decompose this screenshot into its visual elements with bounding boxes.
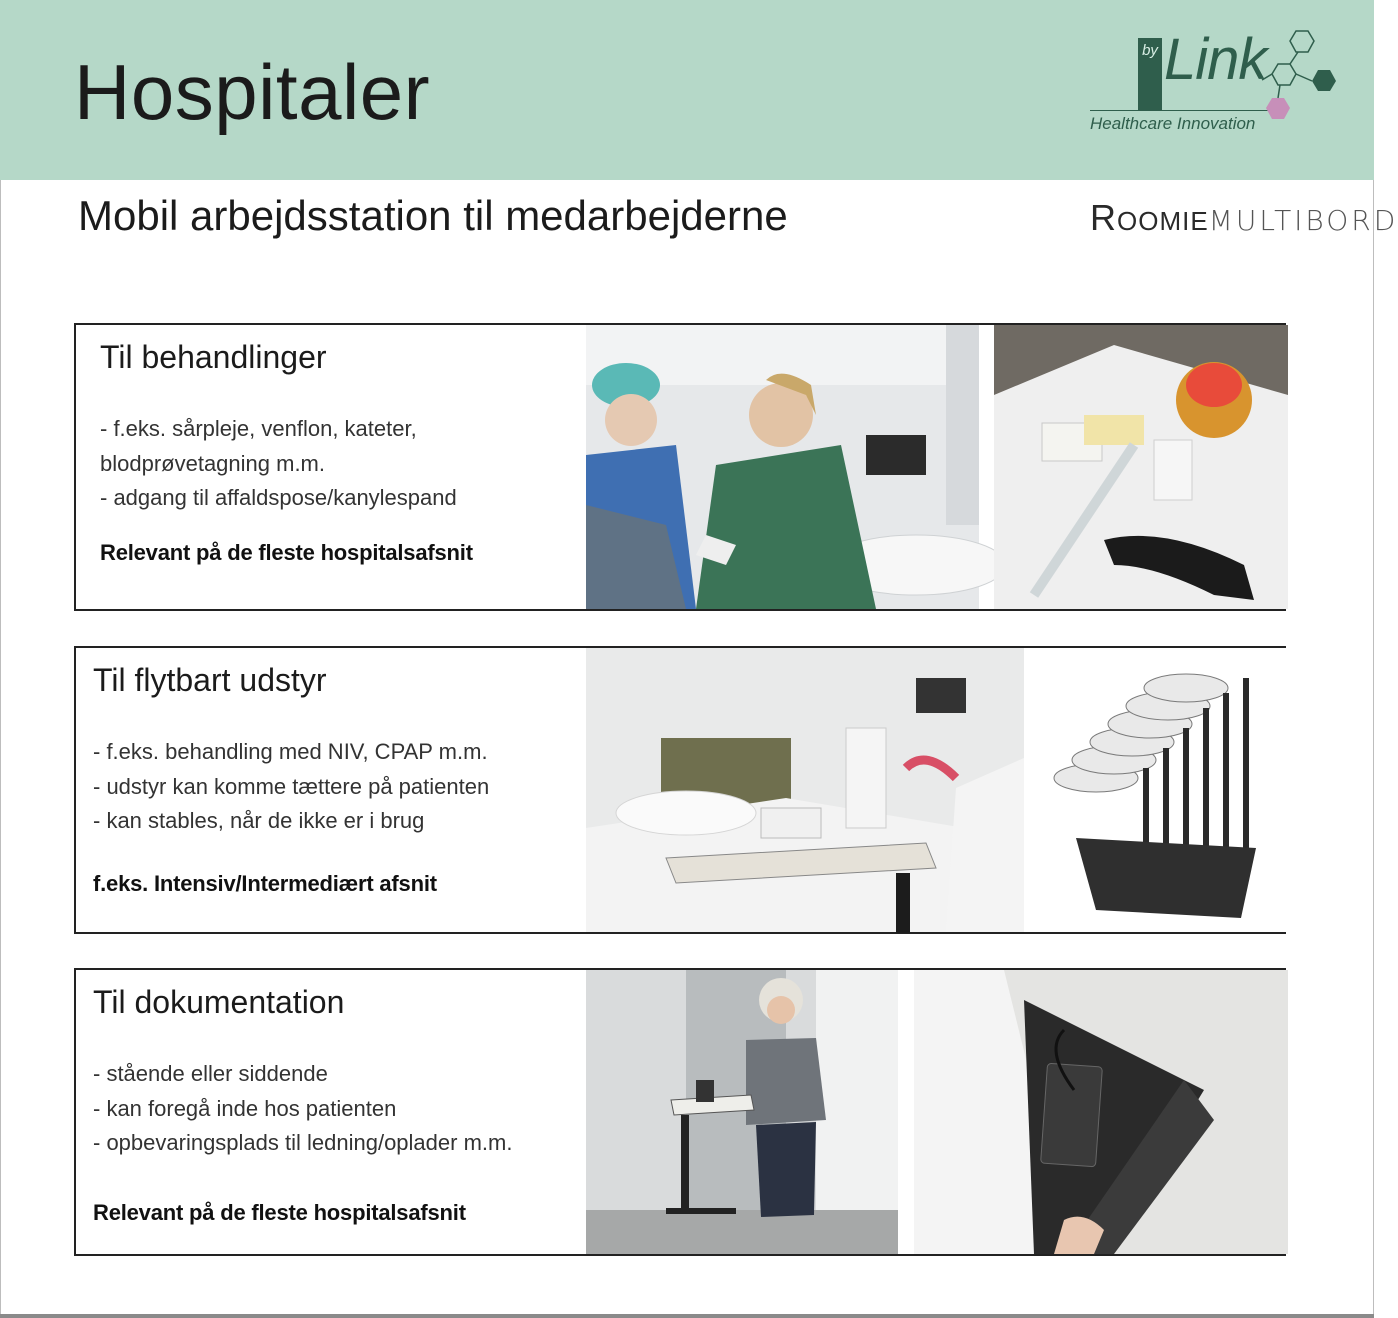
bullet-item: - kan foregå inde hos patienten xyxy=(93,1095,397,1121)
bottom-border xyxy=(0,1314,1374,1318)
section-note: Relevant på de fleste hospitalsafsnit xyxy=(93,1200,466,1225)
bullet-item: - udstyr kan komme tættere på patienten xyxy=(93,773,490,799)
section-documentation xyxy=(74,968,1286,1256)
bullet-item: - f.eks. sårpleje, venflon, kateter, xyxy=(100,416,417,441)
logo-underline xyxy=(1090,110,1270,111)
section-bullets xyxy=(93,735,489,839)
photo-charger-storage xyxy=(914,970,1288,1254)
bullet-item: - kan stables, når de ikke er i brug xyxy=(93,808,425,833)
section-note: f.eks. Intensiv/Intermediært afsnit xyxy=(93,871,437,896)
section-mobile-equipment xyxy=(74,646,1286,934)
section-title: Til flytbart udstyr xyxy=(93,662,327,698)
logo-tagline: Healthcare Innovation xyxy=(1090,114,1256,133)
photo-stacked-tables xyxy=(1026,648,1288,932)
page-title: Hospitaler xyxy=(74,48,431,136)
bullet-item: - opbevaringsplads til ledning/oplader m.m. xyxy=(93,1130,513,1155)
brand-roomie: OOMIE xyxy=(1117,206,1209,236)
photo-nurse-treatment xyxy=(586,325,979,609)
logo-name: Link xyxy=(1164,27,1267,92)
roomie-multibord-brand xyxy=(1090,196,1398,243)
logo-by-text: by xyxy=(1142,42,1158,59)
header-band xyxy=(0,0,1374,180)
photo-bed-equipment xyxy=(586,648,1024,932)
section-title: Til behandlinger xyxy=(100,339,327,375)
photo-table-supplies xyxy=(994,325,1288,609)
section-note: Relevant på de fleste hospitalsafsnit xyxy=(100,540,473,565)
section-bullets xyxy=(93,1057,512,1161)
brand-multibord: MULTIBORD xyxy=(1208,204,1398,237)
page-subtitle: Mobil arbejdsstation til medarbejderne xyxy=(78,192,788,239)
hexagon-molecule-icon xyxy=(1258,28,1348,128)
bullet-item: - f.eks. behandling med NIV, CPAP m.m. xyxy=(93,739,488,764)
brand-initial: R xyxy=(1090,197,1117,238)
bullet-item: - stående eller siddende xyxy=(93,1061,328,1086)
bylink-logo xyxy=(1088,28,1348,140)
photo-nurse-standing-desk xyxy=(586,970,898,1254)
section-bullets xyxy=(100,412,457,516)
section-treatments xyxy=(74,323,1286,611)
section-title: Til dokumentation xyxy=(93,984,345,1020)
bullet-item: - adgang til affaldspose/kanylespand xyxy=(100,485,457,510)
bullet-item: blodprøvetagning m.m. xyxy=(100,450,325,476)
